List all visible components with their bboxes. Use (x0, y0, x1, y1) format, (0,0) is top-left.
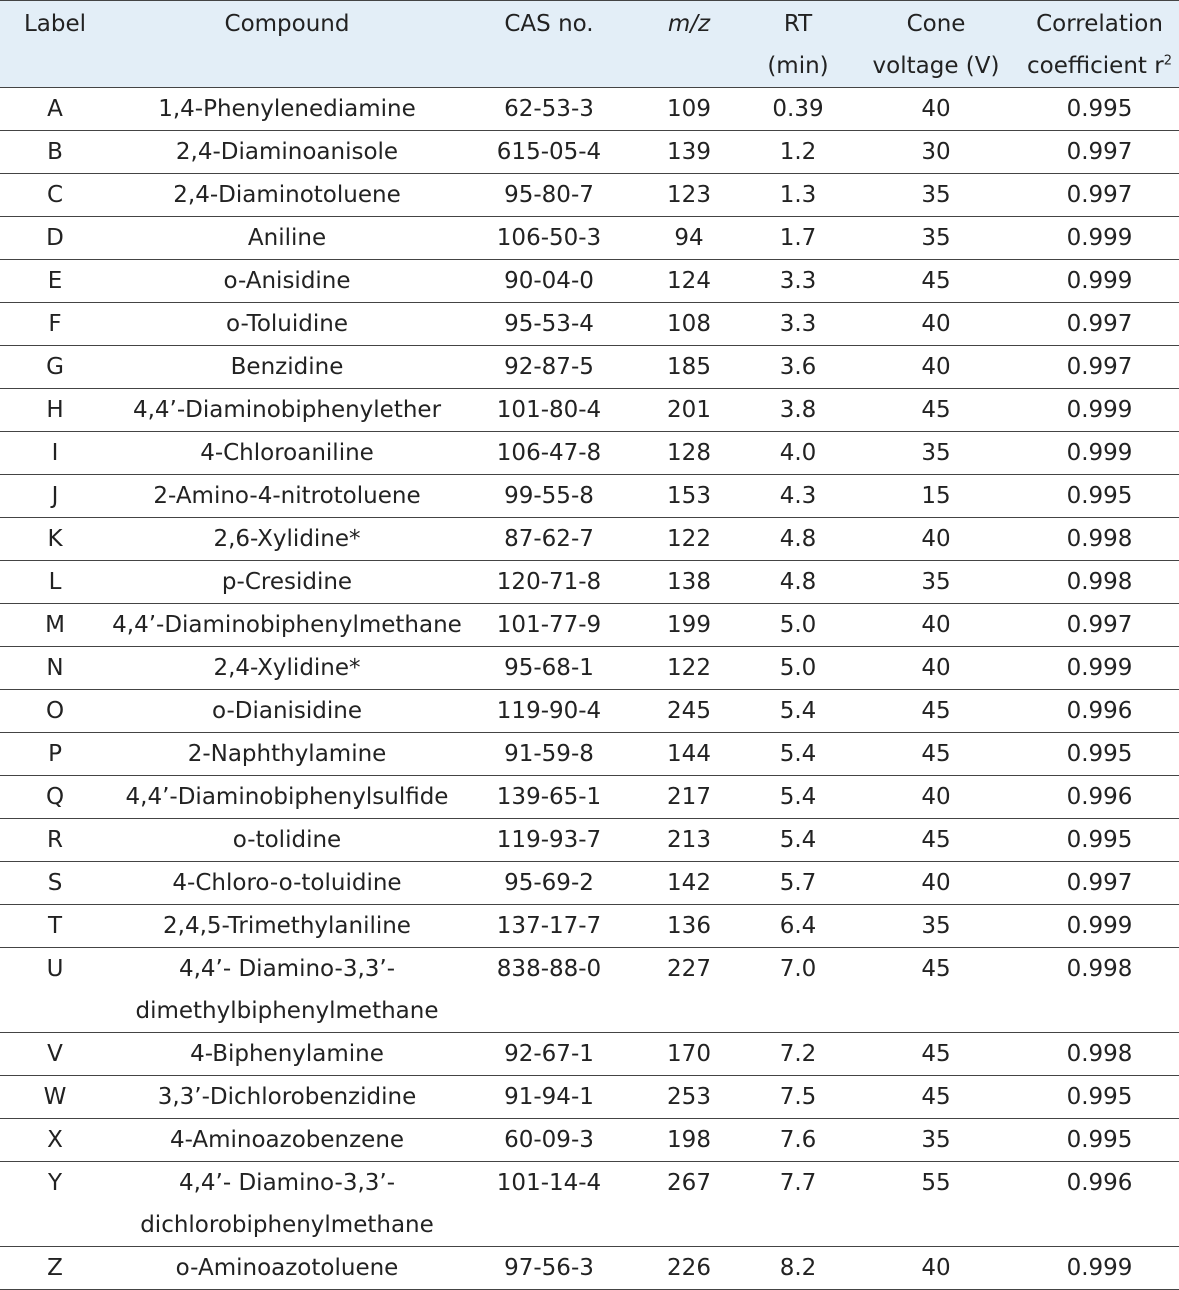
table-row (0, 174, 1179, 217)
table-row (0, 1247, 1179, 1290)
cell-cas: 120-71-8 (464, 561, 634, 604)
cell-rt: 8.2 (744, 1247, 852, 1290)
cell-r2: 0.999 (1020, 432, 1179, 475)
cell-cone-voltage: 35 (852, 1119, 1020, 1162)
cell-cas: 95-80-7 (464, 174, 634, 217)
cell-rt: 7.0 (744, 948, 852, 1033)
cell-mz: 123 (634, 174, 744, 217)
cell-r2: 0.997 (1020, 604, 1179, 647)
table-row (0, 1162, 1179, 1247)
compound-name-line: o-Aminoazotoluene (175, 1255, 399, 1281)
cell-compound (110, 733, 464, 776)
cell-cone-voltage: 45 (852, 1076, 1020, 1119)
cell-rt: 5.4 (744, 776, 852, 819)
cell-mz: 128 (634, 432, 744, 475)
cell-cas: 90-04-0 (464, 260, 634, 303)
cell-cone-voltage: 15 (852, 475, 1020, 518)
cell-rt: 5.0 (744, 604, 852, 647)
cell-cas: 106-47-8 (464, 432, 634, 475)
cell-mz: 253 (634, 1076, 744, 1119)
cell-r2: 0.996 (1020, 690, 1179, 733)
cell-label: B (0, 131, 110, 174)
cell-compound (110, 561, 464, 604)
cell-cone-voltage: 40 (852, 647, 1020, 690)
cell-label: Q (0, 776, 110, 819)
cell-label: G (0, 346, 110, 389)
compound-name-line: 2-Amino-4-nitrotoluene (153, 483, 421, 509)
cell-mz: 185 (634, 346, 744, 389)
cell-cone-voltage: 35 (852, 905, 1020, 948)
cell-compound (110, 389, 464, 432)
compound-name-line: 2-Naphthylamine (187, 741, 387, 767)
cell-rt: 3.8 (744, 389, 852, 432)
cell-compound (110, 862, 464, 905)
cell-label: C (0, 174, 110, 217)
cell-mz: 136 (634, 905, 744, 948)
compound-name-line: o-Toluidine (226, 311, 348, 337)
table-row (0, 604, 1179, 647)
cell-r2: 0.999 (1020, 260, 1179, 303)
cell-compound (110, 260, 464, 303)
cell-compound (110, 948, 464, 1033)
cell-cas: 137-17-7 (464, 905, 634, 948)
table-row (0, 217, 1179, 260)
compound-name-line: Aniline (247, 225, 327, 251)
cell-r2: 0.997 (1020, 862, 1179, 905)
cell-label: S (0, 862, 110, 905)
cell-label: M (0, 604, 110, 647)
cell-label: E (0, 260, 110, 303)
cell-cas: 92-67-1 (464, 1033, 634, 1076)
compound-name-line: o-Dianisidine (211, 698, 363, 724)
cell-cas: 95-69-2 (464, 862, 634, 905)
cell-compound (110, 1033, 464, 1076)
header-row (0, 1, 1179, 88)
cell-mz: 198 (634, 1119, 744, 1162)
header-cas: CAS no. (464, 1, 634, 88)
cell-mz: 139 (634, 131, 744, 174)
header-corr-superscript: 2 (1163, 53, 1172, 69)
cell-compound (110, 1076, 464, 1119)
table-row (0, 690, 1179, 733)
cell-cas: 101-77-9 (464, 604, 634, 647)
cell-rt: 3.6 (744, 346, 852, 389)
cell-mz: 217 (634, 776, 744, 819)
cell-cas: 60-09-3 (464, 1119, 634, 1162)
cell-label: N (0, 647, 110, 690)
header-rt-line2: (min) (767, 53, 829, 79)
cell-label: I (0, 432, 110, 475)
compound-name-line: p-Cresidine (221, 569, 353, 595)
cell-cas: 119-93-7 (464, 819, 634, 862)
cell-label: V (0, 1033, 110, 1076)
cell-label: L (0, 561, 110, 604)
cell-rt: 4.0 (744, 432, 852, 475)
cell-label: P (0, 733, 110, 776)
cell-compound (110, 131, 464, 174)
cell-compound (110, 776, 464, 819)
header-label: Label (0, 1, 110, 88)
cell-mz: 109 (634, 88, 744, 131)
cell-compound (110, 346, 464, 389)
compound-name-line: 2,4-Xylidine* (213, 655, 361, 681)
header-cone-line2: voltage (V) (872, 53, 1000, 79)
cell-label: D (0, 217, 110, 260)
cell-cone-voltage: 40 (852, 776, 1020, 819)
cell-r2: 0.999 (1020, 647, 1179, 690)
cell-rt: 5.7 (744, 862, 852, 905)
cell-cone-voltage: 45 (852, 1033, 1020, 1076)
cell-rt: 7.5 (744, 1076, 852, 1119)
cell-compound (110, 432, 464, 475)
cell-compound (110, 819, 464, 862)
compound-name-line: 4,4’- Diamino-3,3’- (178, 1170, 396, 1196)
table-row (0, 88, 1179, 131)
cell-cone-voltage: 45 (852, 948, 1020, 1033)
cell-mz: 124 (634, 260, 744, 303)
cell-mz: 226 (634, 1247, 744, 1290)
cell-cas: 91-94-1 (464, 1076, 634, 1119)
cell-cas: 97-56-3 (464, 1247, 634, 1290)
cell-compound (110, 905, 464, 948)
table-row (0, 260, 1179, 303)
header-corr-line2-wrap (1020, 45, 1179, 87)
header-mz: m/z (634, 1, 744, 88)
cell-mz: 245 (634, 690, 744, 733)
cell-compound (110, 88, 464, 131)
compound-name-line: o-Anisidine (223, 268, 351, 294)
cell-r2: 0.998 (1020, 1033, 1179, 1076)
compound-name-line: 4,4’-Diaminobiphenylmethane (112, 612, 462, 638)
table-row (0, 776, 1179, 819)
table-row (0, 131, 1179, 174)
compound-name-line: 2,4-Diaminotoluene (173, 182, 401, 208)
cell-cone-voltage: 45 (852, 389, 1020, 432)
cell-compound (110, 690, 464, 733)
header-cone-line1: Cone (906, 11, 966, 37)
header-rt-line1: RT (783, 11, 813, 37)
cell-label: J (0, 475, 110, 518)
cell-rt: 5.4 (744, 733, 852, 776)
cell-r2: 0.996 (1020, 1162, 1179, 1247)
cell-label: H (0, 389, 110, 432)
cell-compound (110, 303, 464, 346)
cell-compound (110, 647, 464, 690)
cell-compound (110, 1119, 464, 1162)
cell-label: Z (0, 1247, 110, 1290)
cell-label: T (0, 905, 110, 948)
cell-compound (110, 1247, 464, 1290)
table-row (0, 303, 1179, 346)
table-row (0, 733, 1179, 776)
cell-mz: 170 (634, 1033, 744, 1076)
header-rt (744, 1, 852, 88)
cell-label: R (0, 819, 110, 862)
compound-name-line: Benzidine (230, 354, 344, 380)
cell-r2: 0.999 (1020, 905, 1179, 948)
compound-name-line: 4,4’-Diaminobiphenylether (132, 397, 442, 423)
cell-rt: 1.2 (744, 131, 852, 174)
cell-compound (110, 217, 464, 260)
cell-mz: 122 (634, 518, 744, 561)
cell-rt: 4.3 (744, 475, 852, 518)
cell-r2: 0.995 (1020, 819, 1179, 862)
table-row (0, 948, 1179, 1033)
cell-label: A (0, 88, 110, 131)
cell-cone-voltage: 40 (852, 303, 1020, 346)
cell-cas: 101-14-4 (464, 1162, 634, 1247)
header-corr-line1: Correlation (1036, 11, 1163, 37)
table-row (0, 862, 1179, 905)
compound-name-line: dichlorobiphenylmethane (140, 1212, 434, 1238)
cell-cone-voltage: 40 (852, 346, 1020, 389)
cell-cone-voltage: 35 (852, 217, 1020, 260)
table-body (0, 88, 1179, 1290)
table-row (0, 1033, 1179, 1076)
cell-label: O (0, 690, 110, 733)
cell-mz: 267 (634, 1162, 744, 1247)
cell-rt: 1.7 (744, 217, 852, 260)
compound-name-line: 4-Aminoazobenzene (169, 1127, 405, 1153)
compound-name-line: 4,4’-Diaminobiphenylsulfide (125, 784, 449, 810)
cell-label: F (0, 303, 110, 346)
cell-cas: 615-05-4 (464, 131, 634, 174)
cell-mz: 144 (634, 733, 744, 776)
cell-compound (110, 518, 464, 561)
cell-rt: 3.3 (744, 260, 852, 303)
cell-cone-voltage: 45 (852, 690, 1020, 733)
compound-name-line: 2,6-Xylidine* (213, 526, 361, 552)
cell-cas: 139-65-1 (464, 776, 634, 819)
cell-mz: 108 (634, 303, 744, 346)
cell-r2: 0.997 (1020, 303, 1179, 346)
table-row (0, 561, 1179, 604)
cell-rt: 4.8 (744, 518, 852, 561)
cell-cone-voltage: 40 (852, 518, 1020, 561)
cell-cone-voltage: 35 (852, 432, 1020, 475)
cell-rt: 3.3 (744, 303, 852, 346)
cell-mz: 142 (634, 862, 744, 905)
table-row (0, 432, 1179, 475)
cell-cone-voltage: 30 (852, 131, 1020, 174)
cell-compound (110, 1162, 464, 1247)
table-row (0, 389, 1179, 432)
cell-cas: 838-88-0 (464, 948, 634, 1033)
cell-cas: 106-50-3 (464, 217, 634, 260)
cell-compound (110, 174, 464, 217)
cell-cone-voltage: 40 (852, 604, 1020, 647)
cell-r2: 0.998 (1020, 561, 1179, 604)
cell-r2: 0.999 (1020, 389, 1179, 432)
cell-cas: 62-53-3 (464, 88, 634, 131)
cell-compound (110, 475, 464, 518)
cell-r2: 0.995 (1020, 475, 1179, 518)
cell-cas: 92-87-5 (464, 346, 634, 389)
compound-name-line: 3,3’-Dichlorobenzidine (157, 1084, 417, 1110)
cell-mz: 227 (634, 948, 744, 1033)
cell-rt: 1.3 (744, 174, 852, 217)
cell-cone-voltage: 40 (852, 862, 1020, 905)
compound-name-line: 4,4’- Diamino-3,3’- (178, 956, 396, 982)
table-header (0, 1, 1179, 88)
cell-mz: 201 (634, 389, 744, 432)
cell-rt: 0.39 (744, 88, 852, 131)
compound-name-line: 4-Chloroaniline (200, 440, 374, 466)
table-row (0, 819, 1179, 862)
cell-r2: 0.997 (1020, 131, 1179, 174)
cell-mz: 213 (634, 819, 744, 862)
cell-r2: 0.995 (1020, 733, 1179, 776)
header-corr-line2: coefficient r (1027, 53, 1164, 79)
compound-name-line: dimethylbiphenylmethane (135, 998, 439, 1024)
table-row (0, 905, 1179, 948)
cell-cas: 91-59-8 (464, 733, 634, 776)
cell-r2: 0.996 (1020, 776, 1179, 819)
cell-cone-voltage: 40 (852, 1247, 1020, 1290)
cell-mz: 153 (634, 475, 744, 518)
cell-r2: 0.998 (1020, 948, 1179, 1033)
cell-mz: 122 (634, 647, 744, 690)
cell-cas: 101-80-4 (464, 389, 634, 432)
table-row (0, 346, 1179, 389)
cell-cas: 99-55-8 (464, 475, 634, 518)
table-row (0, 647, 1179, 690)
cell-rt: 6.4 (744, 905, 852, 948)
table-row (0, 1076, 1179, 1119)
cell-r2: 0.999 (1020, 1247, 1179, 1290)
header-compound: Compound (110, 1, 464, 88)
cell-cone-voltage: 40 (852, 88, 1020, 131)
cell-rt: 5.4 (744, 690, 852, 733)
header-cone-voltage (852, 1, 1020, 88)
cell-rt: 5.4 (744, 819, 852, 862)
cell-r2: 0.999 (1020, 217, 1179, 260)
cell-cas: 95-53-4 (464, 303, 634, 346)
compound-name-line: 2,4-Diaminoanisole (175, 139, 399, 165)
cell-label: X (0, 1119, 110, 1162)
cell-r2: 0.997 (1020, 174, 1179, 217)
cell-label: K (0, 518, 110, 561)
cell-rt: 5.0 (744, 647, 852, 690)
cell-r2: 0.995 (1020, 88, 1179, 131)
cell-r2: 0.995 (1020, 1076, 1179, 1119)
cell-cone-voltage: 45 (852, 733, 1020, 776)
cell-mz: 138 (634, 561, 744, 604)
cell-rt: 7.7 (744, 1162, 852, 1247)
cell-rt: 7.6 (744, 1119, 852, 1162)
cell-cas: 119-90-4 (464, 690, 634, 733)
compound-name-line: 4-Chloro-o-toluidine (172, 870, 402, 896)
compound-name-line: 4-Biphenylamine (190, 1041, 384, 1067)
cell-r2: 0.995 (1020, 1119, 1179, 1162)
cell-r2: 0.997 (1020, 346, 1179, 389)
table-row (0, 1119, 1179, 1162)
cell-rt: 4.8 (744, 561, 852, 604)
cell-cas: 95-68-1 (464, 647, 634, 690)
table-row (0, 475, 1179, 518)
cell-compound (110, 604, 464, 647)
cell-label: Y (0, 1162, 110, 1247)
compound-name-line: o-tolidine (232, 827, 342, 853)
cell-mz: 199 (634, 604, 744, 647)
header-correlation (1020, 1, 1179, 88)
cell-cone-voltage: 55 (852, 1162, 1020, 1247)
cell-r2: 0.998 (1020, 518, 1179, 561)
cell-label: U (0, 948, 110, 1033)
cell-label: W (0, 1076, 110, 1119)
compound-name-line: 1,4-Phenylenediamine (158, 96, 416, 122)
cell-cone-voltage: 45 (852, 819, 1020, 862)
cell-mz: 94 (634, 217, 744, 260)
cell-cone-voltage: 45 (852, 260, 1020, 303)
cell-rt: 7.2 (744, 1033, 852, 1076)
cell-cone-voltage: 35 (852, 561, 1020, 604)
cell-cas: 87-62-7 (464, 518, 634, 561)
compound-name-line: 2,4,5-Trimethylaniline (163, 913, 411, 939)
table-row (0, 518, 1179, 561)
cell-cone-voltage: 35 (852, 174, 1020, 217)
